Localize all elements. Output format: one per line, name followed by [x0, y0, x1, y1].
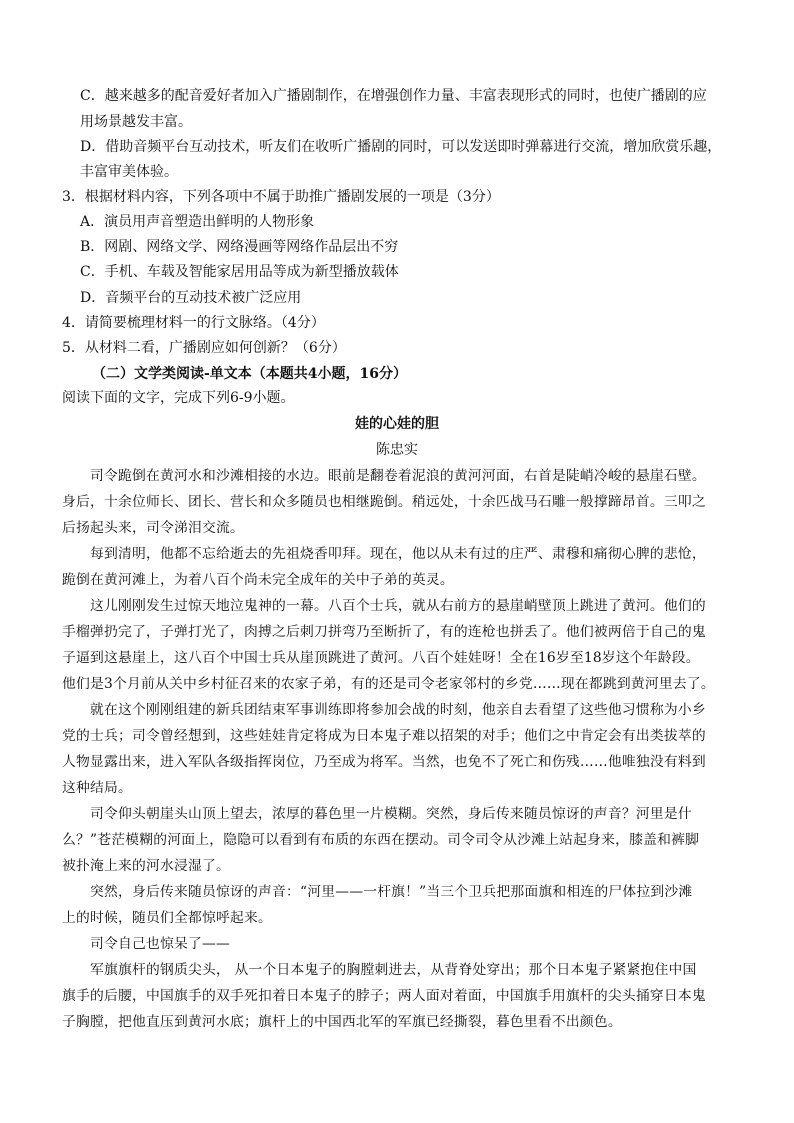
story-line: 被扑淹上来的河水浸湿了。 [62, 858, 230, 874]
story-line: 上的时候，随员们全都惊呼起来。 [62, 910, 272, 926]
question-3-option-a: A．演员用声音塑造出鲜明的人物形象 [80, 214, 315, 230]
story-line: 突然，身后传来随员惊讶的声音：“河里——一杆旗！”当三个卫兵把那面旗和相连的尸体拉到沙滩 [90, 884, 693, 900]
reading-instruction: 阅读下面的文字，完成下列6-9小题。 [62, 390, 295, 406]
story-author: 陈忠实 [376, 442, 418, 458]
question-3-stem: 3．根据材料内容，下列各项中不属于助推广播剧发展的一项是（3分） [62, 189, 500, 205]
story-line: 军旗旗杆的钢质尖头， 从一个日本鬼子的胸膛刺进去，从背脊处穿出；那个日本鬼子紧紧抱住中国 [90, 962, 697, 978]
story-line: 他们是3个月前从关中乡村征召来的农家子弟，有的还是司令老家邻村的乡党……现在都跳到黄河里去了。 [62, 676, 715, 692]
story-line: 司令自己也惊呆了—— [90, 936, 230, 952]
story-line: 党的士兵；司令曾经想到，这些娃娃肯定将成为日本鬼子难以招架的对手；他们之中肯定会有出类拔萃的 [62, 728, 706, 744]
question-3-option-b: B．网剧、网络文学、网络漫画等网络作品层出不穷 [80, 239, 399, 255]
story-line: 人物显露出来，进入军队各级指挥岗位，乃至成为将军。当然，也免不了死亡和伤残……他唯独没有料到 [62, 754, 706, 770]
section-heading: （二）文学类阅读-单文本（本题共4小题，16分） [92, 366, 408, 382]
story-title: 娃的心娃的胆 [355, 416, 439, 432]
option-c-line-1: C．越来越多的配音爱好者加入广播剧制作，在增强创作力量、丰富表现形式的同时，也使广播剧的应 [80, 88, 707, 104]
question-5: 5．从材料二看，广播剧应如何创新？（6分） [62, 340, 346, 356]
story-line: 这儿刚刚发生过惊天地泣鬼神的一幕。八百个士兵，就从右前方的悬崖峭壁顶上跳进了黄河。他们的 [90, 598, 706, 614]
story-line: 后扬起头来，司令涕泪交流。 [62, 520, 244, 536]
question-4: 4．请简要梳理材料一的行文脉络。（4分） [62, 315, 325, 331]
story-line: 就在这个刚刚组建的新兵团结束军事训练即将参加会战的时刻，他亲自去看望了这些他习惯称为小乡 [90, 702, 706, 718]
story-line: 司令仰头朝崖头山顶上望去，浓厚的暮色里一片模糊。突然，身后传来随员惊讶的声音？河里是什 [90, 806, 692, 822]
story-line: 子逼到这悬崖上，这八百个中国士兵从崖顶跳进了黄河。八百个娃娃呀！全在16岁至18岁这个年龄段。 [62, 650, 700, 666]
story-line: 子胸膛，把他直压到黄河水底；旗杆上的中国西北军的军旗已经撕裂，暮色里看不出颜色。 [62, 1014, 622, 1030]
option-d-line-1: D．借助音频平台互动技术，听友们在收听广播剧的同时，可以发送即时弹幕进行交流，增加欣赏乐趣， [80, 139, 722, 155]
story-line: 身后，十余位师长、团长、营长和众多随员也相继跪倒。稍远处，十余匹战马石雕一般撑蹄昂首。三叩之 [62, 494, 706, 510]
story-line: 么？”苍茫模糊的河面上，隐隐可以看到有布质的东西在摆动。司令司令从沙滩上站起身来，膝盖和裤脚 [62, 832, 700, 848]
story-line: 手榴弹扔完了，子弹打光了，肉搏之后刺刀拼弯乃至断折了，有的连枪也拼丢了。他们被两倍于自己的鬼 [62, 624, 706, 640]
story-line: 这种结局。 [62, 780, 132, 796]
story-line: 司令跪倒在黄河水和沙滩相接的水边。眼前是翻卷着泥浪的黄河河面，右首是陡峭冷峻的悬崖石壁。 [90, 468, 706, 484]
option-d-line-2: 丰富审美体验。 [80, 164, 178, 180]
story-line: 旗手的后腰，中国旗手的双手死扣着日本鬼子的脖子；两人面对着面，中国旗手用旗杆的尖头捅穿日本鬼 [62, 988, 706, 1004]
question-3-option-d: D．音频平台的互动技术被广泛应用 [80, 290, 302, 306]
story-line: 每到清明，他都不忘给逝去的先祖烧香叩拜。现在，他以从未有过的庄严、肃穆和痛彻心脾的悲怆， [90, 546, 706, 562]
option-c-line-2: 用场景越发丰富。 [80, 114, 192, 130]
question-3-option-c: C．手机、车载及智能家居用品等成为新型播放载体 [80, 264, 399, 280]
story-line: 跪倒在黄河滩上，为着八百个尚未完全成年的关中子弟的英灵。 [62, 572, 454, 588]
